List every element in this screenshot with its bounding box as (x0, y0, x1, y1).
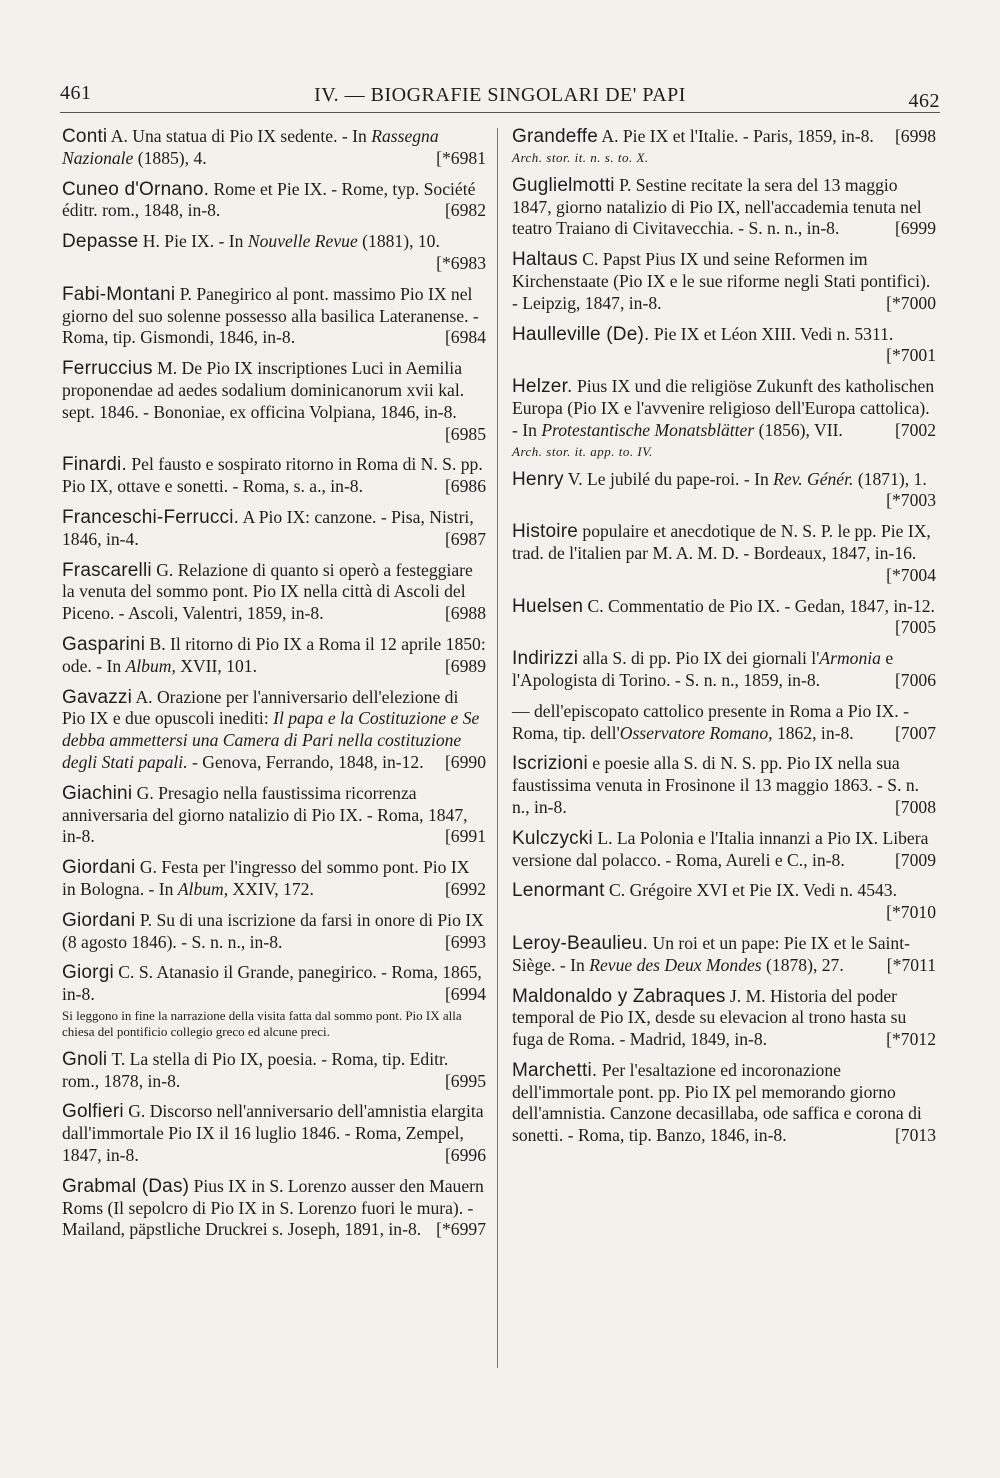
entry-text: — dell'episcopato cattolico presente in Roma a Pio IX. - Roma, tip. dell' (512, 700, 909, 743)
entry-title-italic: Revue des Deux Mondes (589, 954, 762, 975)
entry-text: G. Discorso nell'anniversario dell'amnistia elargita dall'immortale Pio IX il 16 luglio 1846. - Roma, Zempel, 1847, in-8. (62, 1101, 484, 1166)
entry-text-continued: (1871), 1. (853, 468, 927, 489)
entry-number: [*7004 (886, 564, 936, 585)
bibliography-entry (512, 126, 936, 166)
bibliography-entry (62, 231, 486, 275)
entry-number: [7002 (894, 419, 936, 440)
entry-text: Pie IX et Léon XIII. Vedi n. 5311. (649, 323, 894, 344)
entry-text: A. Una statua di Pio IX sedente. - In (107, 126, 372, 146)
entry-number: [*6997 (436, 1219, 486, 1240)
bibliography-entry (62, 560, 486, 625)
bibliography-entry (62, 962, 486, 1040)
entry-title-italic: Armonia (819, 648, 881, 669)
entry-number: [*6983 (436, 252, 486, 273)
bibliography-entry (512, 175, 936, 240)
entry-text: P. Su di una iscrizione da farsi in onore di Pio IX (8 agosto 1846). - S. n. n., in-8. (62, 909, 484, 952)
entry-number: [*7003 (886, 490, 936, 511)
entry-author: Giachini (62, 782, 133, 804)
entry-title-italic: Il papa e la Costituzione e Se debba ammettersi una Camera di Pari nella costituzione degli Stati papali. (62, 708, 480, 772)
page-number-right: 462 (908, 90, 940, 112)
entry-text: e poesie alla S. di N. S. pp. Pio IX nella sua faustissima venuta in Frosinone il 13 maggio 1863. - S. n. n., in-8. (512, 753, 920, 817)
entry-author: Gnoli (62, 1048, 108, 1070)
bibliography-entry (512, 648, 936, 692)
entry-author: Maldonaldo y Zabraques (512, 985, 726, 1007)
entry-number: [6989 (444, 655, 486, 676)
entry-text: J. M. Historia del poder temporal de Pio IX, desde su elevacion al trono hasta su fuga de Roma. - Madrid, 1849, in-8. (512, 985, 907, 1050)
entry-number: [*7012 (886, 1029, 936, 1050)
bibliography-entry (62, 126, 486, 170)
entry-title-italic: Album, (125, 655, 176, 676)
entry-number: [6990 (444, 751, 486, 772)
bibliography-entry (512, 701, 936, 745)
entry-author: Lenormant (512, 880, 605, 902)
entry-number: [6991 (444, 826, 486, 847)
entry-author: Conti (62, 126, 108, 147)
entry-number: [6985 (444, 423, 486, 444)
entry-number: [6995 (444, 1070, 486, 1091)
bibliography-entry (512, 986, 936, 1051)
entry-text: Pius IX und die religiöse Zukunft des katholischen Europa (Pio IX e l'avvenire religioso dell'Europa cattolica). - In (512, 376, 935, 440)
entry-number: [6987 (444, 528, 486, 549)
header-rule (60, 112, 940, 113)
bibliography-entry (512, 469, 936, 513)
entry-number: [6984 (444, 327, 486, 348)
entry-text-continued: 1862, in-8. (772, 722, 854, 743)
entry-text: A. Orazione per l'anniversario dell'elezione di Pio IX e due opuscoli inediti: (62, 686, 459, 729)
entry-author: Giordani (62, 909, 136, 931)
entry-text: C. S. Atanasio il Grande, panegirico. - Roma, 1865, in-8. (62, 962, 482, 1005)
entry-number: [*6981 (436, 147, 486, 168)
entry-number: [6994 (444, 984, 486, 1005)
entry-author: Henry (512, 468, 564, 490)
bibliography-entry (512, 880, 936, 924)
entry-text: C. Grégoire XVI et Pie IX. Vedi n. 4543. (604, 880, 898, 901)
right-column (512, 126, 936, 1156)
entry-number: [6982 (444, 200, 486, 221)
entry-number: [7005 (894, 617, 936, 638)
entry-author: Finardi. (62, 454, 127, 476)
entry-text: A Pio IX: canzone. - Pisa, Nistri, 1846, in-4. (62, 506, 474, 549)
bibliography-entry (512, 596, 936, 640)
bibliography-entry (62, 783, 486, 848)
entry-author: Giordani (62, 857, 136, 879)
entry-text-continued: (1856), VII. (754, 419, 843, 440)
running-head (60, 78, 940, 112)
entry-number: [6992 (444, 878, 486, 899)
entry-text-continued: (1881), 10. (357, 231, 440, 252)
entry-text-continued: XVII, 101. (175, 655, 257, 676)
entry-text: Pel fausto e sospirato ritorno in Roma di N. S. pp. Pio IX, ottave e sonetti. - Roma, s. a., in-8. (62, 454, 483, 497)
entry-author: Histoire (512, 521, 579, 543)
entry-source-note: Arch. stor. it. app. to. IV. (512, 443, 653, 459)
entry-author: Golfieri (62, 1101, 124, 1123)
entry-number: [7007 (894, 722, 936, 743)
page-number-left: 461 (60, 82, 92, 104)
page-title: IV. — BIOGRAFIE SINGOLARI DE' PAPI (314, 84, 686, 106)
entry-author: Giorgi (62, 962, 114, 984)
entry-author: Kulczycki (512, 827, 593, 849)
entry-number: [6986 (444, 476, 486, 497)
entry-author: Depasse (62, 231, 139, 253)
bibliography-entry (512, 933, 936, 977)
entry-author: Marchetti. (512, 1059, 598, 1081)
entry-title-italic: Protestantische Monatsblätter (541, 419, 755, 440)
entry-text: Un roi et un pape: Pie IX et le Saint-Siège. - In (512, 932, 910, 975)
entry-text: A. Pie IX et l'Italie. - Paris, 1859, in-8. (597, 126, 874, 146)
entry-number: [6998 (894, 126, 936, 146)
entry-text: H. Pie IX. - In (138, 231, 248, 252)
entry-text: P. Panegirico al pont. massimo Pio IX nel giorno del suo solenne possesso alla basilica Lateranense. - Roma, tip. Gismondi, 1846, in-8. (62, 283, 479, 348)
entry-title-italic: Nouvelle Revue (247, 231, 358, 252)
entry-number: [*7011 (886, 954, 936, 975)
entry-author: Frascarelli (62, 559, 152, 581)
entry-text-continued: - Genova, Ferrando, 1848, in-12. (187, 751, 424, 772)
entry-author: Haltaus (512, 249, 578, 271)
bibliography-entry (512, 753, 936, 818)
bibliography-entry (62, 1101, 486, 1166)
entry-text-continued: e l'Apologista di Torino. - S. n. n., 1859, in-8. (512, 648, 894, 690)
entry-number: [*7001 (886, 345, 936, 366)
entry-author: Helzer. (512, 376, 573, 398)
entry-text: alla S. di pp. Pio IX dei giornali l' (578, 648, 820, 669)
bibliography-entry (512, 1060, 936, 1147)
entry-text: L. La Polonia e l'Italia innanzi a Pio IX. Libera versione dal polacco. - Roma, Aureli e C., in-8. (512, 827, 929, 870)
entry-text-continued: (1878), 27. (761, 954, 844, 975)
entry-title-italic: Osservatore Romano, (619, 722, 773, 743)
entry-text: C. Papst Pius IX und seine Reformen im Kirchenstaate (Pio IX e le sue riforme negli Stati pontifici). - Leipzig, 1847, in-8. (512, 249, 931, 313)
bibliography-entry (62, 358, 486, 445)
bibliography-entry (512, 249, 936, 314)
entry-text: G. Relazione di quanto si operò a festeggiare la venuta del sommo pont. Pio IX nella città di Ascoli del Piceno. - Ascoli, Valentri, 1859, in-8. (62, 559, 473, 624)
bibliography-entry (512, 828, 936, 872)
entry-text: G. Presagio nella faustissima ricorrenza anniversaria del giorno natalizio di Pio IX. - Roma, 1847, in-8. (62, 782, 468, 847)
entry-number: [*7010 (886, 902, 936, 923)
bibliography-entry (62, 1049, 486, 1093)
entry-number: [*7000 (886, 292, 936, 313)
entry-author: Ferruccius (62, 358, 153, 380)
column-divider (497, 128, 498, 1368)
entry-author: Iscrizioni (512, 753, 588, 775)
entry-text: M. De Pio IX inscriptiones Luci in Aemilia proponendae ad aedes sodalium dominicanorum xvii kal. sept. 1846. - Bononiae, ex officina Volpiana, 1846, in-8. (62, 358, 465, 422)
bibliography-entry (62, 284, 486, 349)
entry-source-note: Arch. stor. it. n. s. to. X. (512, 149, 649, 165)
entry-text: Pius IX in S. Lorenzo ausser den Mauern Roms (Il sepolcro di Pio IX in S. Lorenzo fuori le mura). - Mailand, päpstliche Druckrei s. Joseph, 1891, in-8. (62, 1175, 484, 1240)
entry-title-italic: Rev. Génér. (773, 468, 854, 489)
entry-author: Fabi-Montani (62, 283, 176, 305)
entry-number: [6999 (894, 218, 936, 239)
entry-author: Cuneo d'Ornano. (62, 178, 210, 200)
entry-text: T. La stella di Pio IX, poesia. - Roma, tip. Editr. rom., 1878, in-8. (62, 1048, 449, 1091)
bibliography-entry (62, 507, 486, 551)
entry-author: Huelsen (512, 595, 584, 617)
entry-number: [7006 (894, 669, 936, 690)
entry-number: [6988 (444, 603, 486, 624)
bibliography-entry (62, 687, 486, 774)
bibliography-entry (62, 910, 486, 954)
bibliography-entry (512, 376, 936, 459)
entry-author: Grabmal (Das) (62, 1175, 190, 1197)
entry-author: Haulleville (De). (512, 323, 650, 345)
entry-text: Rome et Pie IX. - Rome, typ. Société éditr. rom., 1848, in-8. (62, 178, 476, 221)
bibliography-entry (512, 521, 936, 586)
entry-author: Leroy-Beaulieu. (512, 932, 649, 954)
bibliography-entry (62, 857, 486, 901)
entry-text: populaire et anecdotique de N. S. P. le pp. Pie IX, trad. de l'italien par M. A. M. D. - Bordeaux, 1847, in-16. (512, 521, 931, 563)
entry-title-italic: Rassegna Nazionale (62, 126, 439, 168)
entry-number: [7013 (894, 1125, 936, 1146)
entry-number: [7009 (894, 849, 936, 870)
bibliography-entry (62, 634, 486, 678)
entry-author: Grandeffe (512, 126, 598, 147)
left-column (62, 126, 486, 1250)
entry-text: P. Sestine recitate la sera del 13 maggio 1847, giorno natalizio di Pio IX, nell'accademia tenuta nel teatro Traiano di Civitavecchia. - S. n. n., in-8. (512, 174, 922, 239)
bibliography-entry (62, 1176, 486, 1241)
entry-author: Franceschi-Ferrucci. (62, 506, 240, 528)
entry-number: [6996 (444, 1145, 486, 1166)
entry-text: G. Festa per l'ingresso del sommo pont. Pio IX in Bologna. - In (62, 857, 470, 899)
entry-text: Per l'esaltazione ed incoronazione dell'immortale pont. pp. Pio IX pel memorando giorno dell'amnistia. Canzone decasillaba, ode saffica e corona di sonetti. - Roma, tip. Banzo, 1846, in-8. (512, 1059, 922, 1146)
entry-text-continued: XXIV, 172. (228, 878, 314, 899)
entry-title-italic: Album, (177, 878, 229, 899)
entry-author: Gasparini (62, 633, 146, 655)
entry-author: Guglielmotti (512, 174, 615, 196)
bibliography-entry (62, 454, 486, 498)
entry-number: [6993 (444, 931, 486, 952)
bibliography-entry (512, 324, 936, 368)
entry-author: Gavazzi (62, 686, 133, 708)
entry-text: C. Commentatio de Pio IX. - Gedan, 1847, in-12. (583, 595, 935, 616)
entry-number: [7008 (894, 796, 936, 817)
entry-text-continued: (1885), 4. (133, 147, 207, 168)
entry-text: V. Le jubilé du pape-roi. - In (563, 468, 774, 489)
bibliography-entry (62, 179, 486, 223)
entry-author: Indirizzi (512, 648, 579, 670)
entry-text: B. Il ritorno di Pio IX a Roma il 12 aprile 1850: ode. - In (62, 633, 486, 676)
entry-note: Si leggono in fine la narrazione della visita fatta dal sommo pont. Pio IX alla chiesa del pontificio collegio greco ed alcune preci. (62, 1007, 462, 1039)
